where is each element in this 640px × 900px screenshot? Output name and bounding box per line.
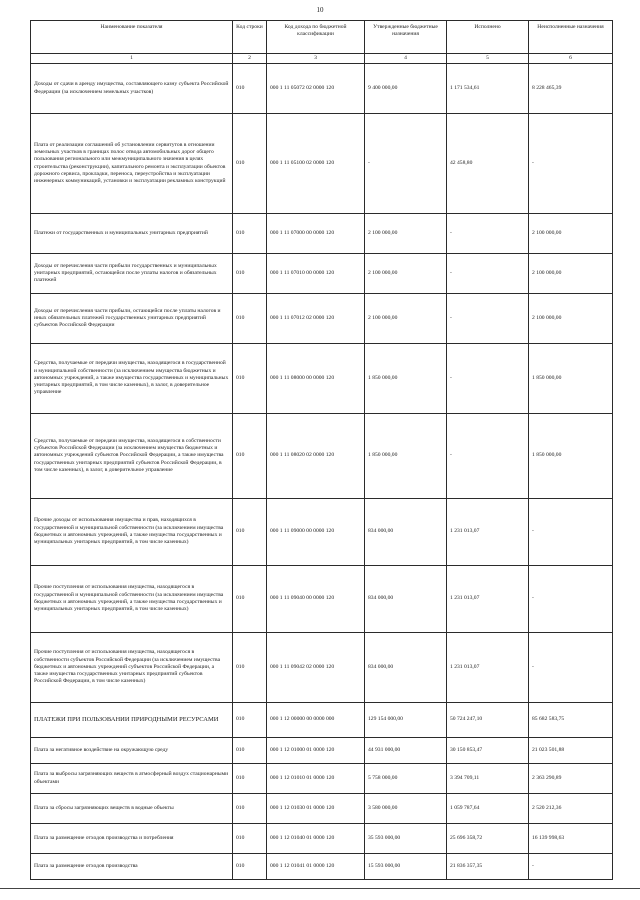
unexecuted-cell: - bbox=[529, 633, 613, 703]
income-code-cell: 000 1 12 01030 01 0000 120 bbox=[267, 794, 365, 824]
approved-cell: 1 850 000,00 bbox=[365, 344, 447, 414]
executed-cell: 3 394 709,11 bbox=[447, 764, 529, 794]
indicator-name-cell: Прочие поступления от использования имущества, находящегося в собственности субъектов Российской Федерации (за исключением имущества бюджетных и автономных учреждений субъектов Российской Федерации, а также имущества государственных унитарных предприятий субъектов Российской Федерации, в том числе казенных) bbox=[31, 633, 233, 703]
indicator-name-cell: Плата от реализации соглашений об установлении сервитутов в отношении земельных участков в границах полос отвода автомобильных дорог общего пользования регионального или межмуниципального значения в целях строительства (реконструкции), капитального ремонта и эксплуатации объектов дорожного сервиса, прокладки, переноса, переустройства и эксплуатации инженерных коммуникаций, установки и эксплуатации рекламных конструкций bbox=[31, 114, 233, 214]
approved-cell: 5 758 000,00 bbox=[365, 764, 447, 794]
table-row bbox=[31, 566, 613, 633]
indicator-name-cell: Плата за негативное воздействие на окружающую среду bbox=[31, 738, 233, 764]
line-code-cell: 010 bbox=[233, 344, 267, 414]
table-row bbox=[31, 633, 613, 703]
table-row bbox=[31, 764, 613, 794]
indicator-name-cell: Прочие доходы от использования имущества и прав, находящихся в государственной и муниципальной собственности (за исключением имущества бюджетных и автономных учреждений, а также имущества государственных и муниципальных унитарных предприятий, в том числе казенных) bbox=[31, 499, 233, 566]
indicator-name-cell: Средства, получаемые от передачи имущества, находящегося в государственной и муниципальной собственности (за исключением имущества бюджетных и автономных учреждений, а также имущества государственных и муниципальных унитарных предприятий, в том числе казенных), в залог, в доверительное управление bbox=[31, 344, 233, 414]
unexecuted-cell: 2 363 290,89 bbox=[529, 764, 613, 794]
header-approved: Утвержденные бюджетные назначения bbox=[365, 21, 447, 54]
indicator-name-cell: ПЛАТЕЖИ ПРИ ПОЛЬЗОВАНИИ ПРИРОДНЫМИ РЕСУРСАМИ bbox=[31, 703, 233, 738]
executed-cell: 1 059 787,64 bbox=[447, 794, 529, 824]
line-code-cell: 010 bbox=[233, 64, 267, 114]
table-row bbox=[31, 64, 613, 114]
line-code-cell: 010 bbox=[233, 294, 267, 344]
line-code-cell: 010 bbox=[233, 566, 267, 633]
indicator-name-cell: Доходы от сдачи в аренду имущества, составляющего казну субъекта Российской Федерации (за исключением земельных участков) bbox=[31, 64, 233, 114]
executed-cell: 21 836 357,35 bbox=[447, 854, 529, 880]
column-number: 1 bbox=[31, 54, 233, 64]
approved-cell: 15 593 000,00 bbox=[365, 854, 447, 880]
executed-cell: 50 724 247,10 bbox=[447, 703, 529, 738]
approved-cell: 3 580 000,00 bbox=[365, 794, 447, 824]
table-row bbox=[31, 294, 613, 344]
unexecuted-cell: - bbox=[529, 566, 613, 633]
executed-cell: 1 171 534,61 bbox=[447, 64, 529, 114]
indicator-name-cell: Платежи от государственных и муниципальных унитарных предприятий bbox=[31, 214, 233, 254]
indicator-name-cell: Плата за размещение отходов производства bbox=[31, 854, 233, 880]
column-number: 2 bbox=[233, 54, 267, 64]
table-row bbox=[31, 794, 613, 824]
table-row bbox=[31, 114, 613, 214]
unexecuted-cell: - bbox=[529, 114, 613, 214]
approved-cell: 834 000,00 bbox=[365, 633, 447, 703]
indicator-name-cell: Прочие поступления от использования имущества, находящегося в государственной и муниципальной собственности (за исключением имущества бюджетных и автономных учреждений, а также имущества государственных и муниципальных унитарных предприятий, в том числе казенных) bbox=[31, 566, 233, 633]
executed-cell: - bbox=[447, 254, 529, 294]
unexecuted-cell: 2 520 212,36 bbox=[529, 794, 613, 824]
executed-cell: 1 231 013,07 bbox=[447, 499, 529, 566]
approved-cell: 2 100 000,00 bbox=[365, 294, 447, 344]
income-code-cell: 000 1 11 07000 00 0000 120 bbox=[267, 214, 365, 254]
table-row bbox=[31, 854, 613, 880]
approved-cell: 2 100 000,00 bbox=[365, 254, 447, 294]
unexecuted-cell: 1 850 000,00 bbox=[529, 344, 613, 414]
income-code-cell: 000 1 11 07010 00 0000 120 bbox=[267, 254, 365, 294]
line-code-cell: 010 bbox=[233, 703, 267, 738]
table-row bbox=[31, 414, 613, 499]
header-executed: Исполнено bbox=[447, 21, 529, 54]
executed-cell: 1 231 013,07 bbox=[447, 633, 529, 703]
income-code-cell: 000 1 12 01040 01 0000 120 bbox=[267, 824, 365, 854]
indicator-name-cell: Плата за размещение отходов производства и потребления bbox=[31, 824, 233, 854]
approved-cell: 834 000,00 bbox=[365, 499, 447, 566]
page-bottom-edge bbox=[0, 888, 640, 889]
income-code-cell: 000 1 11 09040 00 0000 120 bbox=[267, 566, 365, 633]
indicator-name-cell: Плата за сбросы загрязняющих веществ в водные объекты bbox=[31, 794, 233, 824]
column-number: 3 bbox=[267, 54, 365, 64]
unexecuted-cell: - bbox=[529, 499, 613, 566]
executed-cell: 1 231 013,07 bbox=[447, 566, 529, 633]
table-row bbox=[31, 254, 613, 294]
approved-cell: 834 000,00 bbox=[365, 566, 447, 633]
income-code-cell: 000 1 11 09000 00 0000 120 bbox=[267, 499, 365, 566]
column-number: 5 bbox=[447, 54, 529, 64]
column-number: 4 bbox=[365, 54, 447, 64]
line-code-cell: 010 bbox=[233, 854, 267, 880]
table-row bbox=[31, 499, 613, 566]
line-code-cell: 010 bbox=[233, 794, 267, 824]
income-code-cell: 000 1 11 07012 02 0000 120 bbox=[267, 294, 365, 344]
income-code-cell: 000 1 11 08000 00 0000 120 bbox=[267, 344, 365, 414]
line-code-cell: 010 bbox=[233, 254, 267, 294]
header-row bbox=[31, 21, 613, 54]
page-number: 10 bbox=[316, 6, 324, 14]
indicator-name-cell: Плата за выбросы загрязняющих веществ в атмосферный воздух стационарными объектами bbox=[31, 764, 233, 794]
approved-cell: 129 154 000,00 bbox=[365, 703, 447, 738]
executed-cell: 25 696 358,72 bbox=[447, 824, 529, 854]
approved-cell: 1 850 000,00 bbox=[365, 414, 447, 499]
approved-cell: 35 593 000,00 bbox=[365, 824, 447, 854]
executed-cell: 30 150 853,47 bbox=[447, 738, 529, 764]
header-line-code: Код строки bbox=[233, 21, 267, 54]
income-code-cell: 000 1 11 08020 02 0000 120 bbox=[267, 414, 365, 499]
income-code-cell: 000 1 12 00000 00 0000 000 bbox=[267, 703, 365, 738]
column-number-row bbox=[31, 54, 613, 64]
table-row bbox=[31, 703, 613, 738]
executed-cell: - bbox=[447, 414, 529, 499]
approved-cell: 44 931 000,00 bbox=[365, 738, 447, 764]
line-code-cell: 010 bbox=[233, 824, 267, 854]
header-indicator-name: Наименование показателя bbox=[31, 21, 233, 54]
income-code-cell: 000 1 11 09042 02 0000 120 bbox=[267, 633, 365, 703]
line-code-cell: 010 bbox=[233, 414, 267, 499]
line-code-cell: 010 bbox=[233, 764, 267, 794]
unexecuted-cell: 16 139 998,63 bbox=[529, 824, 613, 854]
income-code-cell: 000 1 12 01041 01 0000 120 bbox=[267, 854, 365, 880]
unexecuted-cell: 2 100 000,00 bbox=[529, 214, 613, 254]
table-row bbox=[31, 344, 613, 414]
indicator-name-cell: Средства, получаемые от передачи имущества, находящегося в собственности субъектов Российской Федерации (за исключением имущества бюджетных и автономных учреждений субъектов Российской Федерации, а также имущества государственных унитарных предприятий субъектов Российской Федерации, в том числе казенных), в залог, в доверительное управление bbox=[31, 414, 233, 499]
table-row bbox=[31, 824, 613, 854]
approved-cell: 2 100 000,00 bbox=[365, 214, 447, 254]
table-row bbox=[31, 738, 613, 764]
line-code-cell: 010 bbox=[233, 214, 267, 254]
unexecuted-cell: - bbox=[529, 854, 613, 880]
unexecuted-cell: 21 023 501,88 bbox=[529, 738, 613, 764]
line-code-cell: 010 bbox=[233, 499, 267, 566]
line-code-cell: 010 bbox=[233, 114, 267, 214]
income-code-cell: 000 1 12 01000 01 0000 120 bbox=[267, 738, 365, 764]
unexecuted-cell: 2 100 000,00 bbox=[529, 254, 613, 294]
approved-cell: 9 400 000,00 bbox=[365, 64, 447, 114]
income-code-cell: 000 1 11 05072 02 0000 120 bbox=[267, 64, 365, 114]
indicator-name-cell: Доходы от перечисления части прибыли государственных и муниципальных унитарных предприятий, остающейся после уплаты налогов и обязательных платежей bbox=[31, 254, 233, 294]
income-code-cell: 000 1 12 01010 01 0000 120 bbox=[267, 764, 365, 794]
table-row bbox=[31, 214, 613, 254]
income-table bbox=[30, 20, 613, 880]
column-number: 6 bbox=[529, 54, 613, 64]
unexecuted-cell: 8 228 465,39 bbox=[529, 64, 613, 114]
line-code-cell: 010 bbox=[233, 738, 267, 764]
approved-cell: - bbox=[365, 114, 447, 214]
unexecuted-cell: 2 100 000,00 bbox=[529, 294, 613, 344]
line-code-cell: 010 bbox=[233, 633, 267, 703]
executed-cell: 42 458,80 bbox=[447, 114, 529, 214]
executed-cell: - bbox=[447, 214, 529, 254]
executed-cell: - bbox=[447, 344, 529, 414]
income-code-cell: 000 1 11 05100 02 0000 120 bbox=[267, 114, 365, 214]
table-body bbox=[31, 64, 613, 880]
unexecuted-cell: 1 850 000,00 bbox=[529, 414, 613, 499]
indicator-name-cell: Доходы от перечисления части прибыли, остающейся после уплаты налогов и иных обязательных платежей государственных унитарных предприятий субъектов Российской Федерации bbox=[31, 294, 233, 344]
header-unexecuted: Неисполненные назначения bbox=[529, 21, 613, 54]
unexecuted-cell: 85 682 583,75 bbox=[529, 703, 613, 738]
executed-cell: - bbox=[447, 294, 529, 344]
header-income-code: Код дохода по бюджетной классификации bbox=[267, 21, 365, 54]
